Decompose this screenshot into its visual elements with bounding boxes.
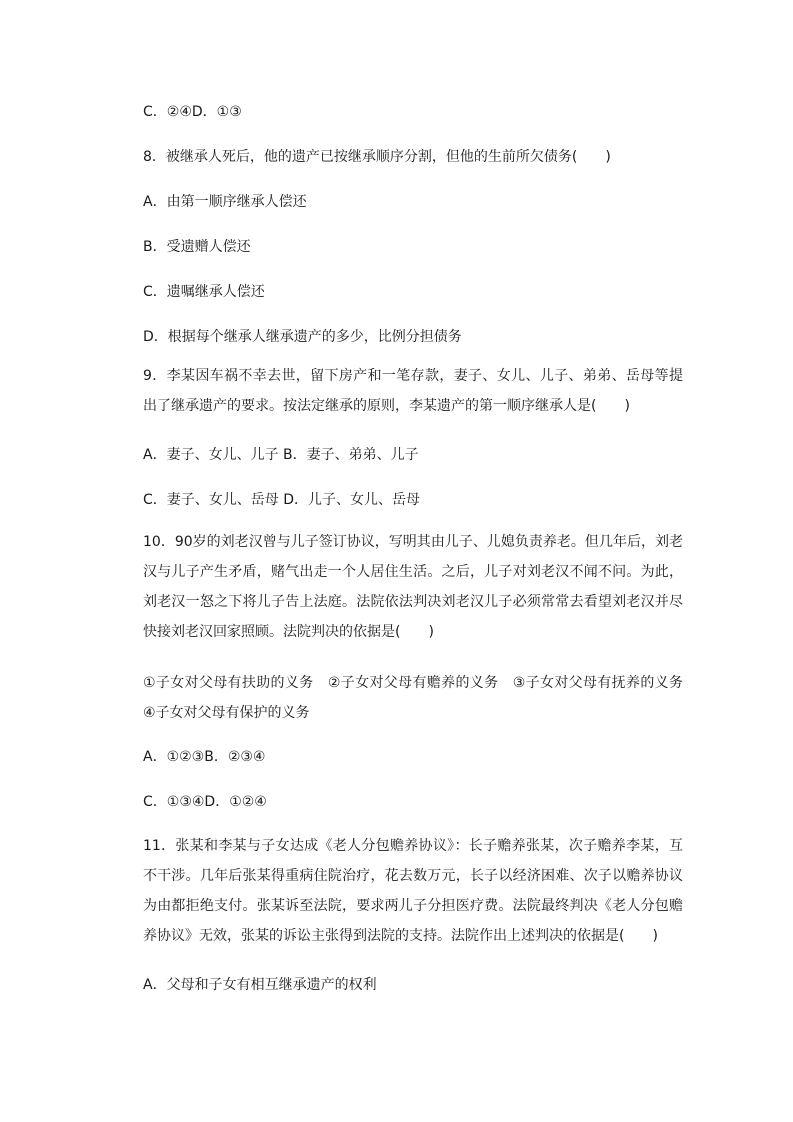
question-8: 8．被继承人死后，他的遗产已按继承顺序分割，但他的生前所欠债务( ) [143, 149, 611, 165]
q9-options-cd: C．妻子、女儿、岳母 D．儿子、女儿、岳母 [143, 492, 421, 508]
q11-option-a: A．父母和子女有相互继承遗产的权利 [143, 977, 377, 993]
q10-options-ab: A．①②③B．②③④ [143, 749, 266, 765]
q10-options-cd: C．①③④D．①②④ [143, 794, 267, 810]
question-9: 9．李某因车祸不幸去世，留下房产和一笔存款，妻子、女儿、儿子、弟弟、岳母等提出了继承遗产的要求。按法定继承的原则，李某遗产的第一顺序继承人是( ) [143, 368, 683, 414]
q8-option-c: C．遗嘱继承人偿还 [143, 284, 265, 300]
question-11: 11．张某和李某与子女达成《老人分包赡养协议》：长子赡养张某，次子赡养李某，互不干涉。几年后张某得重病住院治疗，花去数万元，长子以经济困难、次子以赡养协议为由都拒绝支付。张某诉至法院，要求两儿子分担医疗费。法院最终判决《老人分包赡养协议》无效，张某的诉讼主张得到法院的支持。法院作出上述判决的依据是( ) [143, 838, 683, 944]
q8-option-d: D．根据每个继承人继承遗产的多少，比例分担债务 [143, 329, 462, 345]
q10-statements: ①子女对父母有扶助的义务 ②子女对父母有赡养的义务 ③子女对父母有抚养的义务④子女对父母有保护的义务 [143, 675, 683, 721]
q8-option-a: A．由第一顺序继承人偿还 [143, 194, 307, 210]
q8-option-b: B．受遗赠人偿还 [143, 239, 251, 255]
question-10: 10．90岁的刘老汉曾与儿子签订协议，写明其由儿子、儿媳负责养老。但几年后，刘老汉与儿子产生矛盾，赌气出走一个人居住生活。之后，儿子对刘老汉不闻不问。为此，刘老汉一怒之下将儿子告上法庭。法院依法判决刘老汉儿子必须常常去看望刘老汉并尽快接刘老汉回家照顾。法院判决的依据是( ) [143, 534, 683, 640]
q9-options-ab: A．妻子、女儿、儿子 B．妻子、弟弟、儿子 [143, 447, 419, 463]
q7-options-cd: C．②④D．①③ [143, 104, 242, 120]
